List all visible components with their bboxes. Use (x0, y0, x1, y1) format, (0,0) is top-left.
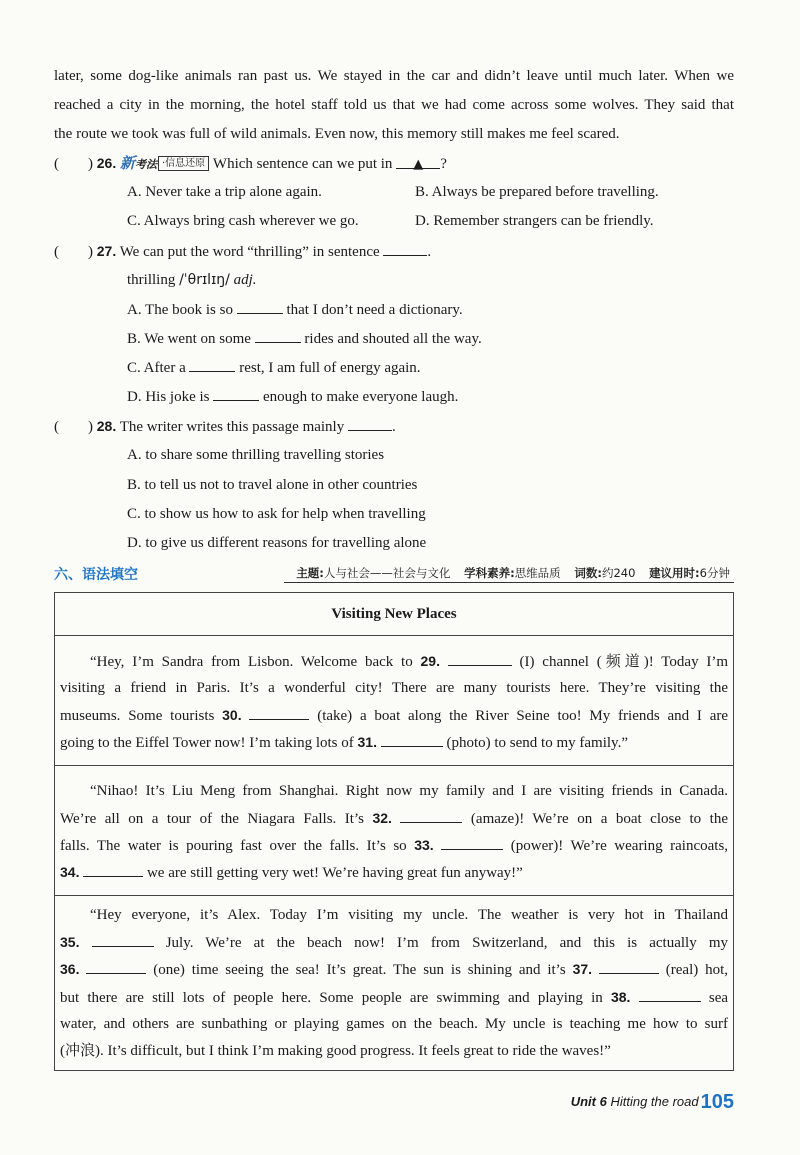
option-blank (237, 299, 283, 314)
section-title: 六、语法填空 (54, 567, 138, 583)
passage-line-3: the route we took was full of wild animals. Even now, this memory still makes me feel scared. (54, 126, 620, 142)
question-stem: Which sentence can we put in (212, 156, 393, 172)
p1-line-2: visiting a friend in Paris. It’s a wonderful city! There are many tourists here. They’re visiting the (60, 680, 728, 696)
p3-line-6: (冲浪). It’s difficult, but I think I’m making good progress. It feels great to ride the waves!” (60, 1043, 611, 1059)
p2-line-1: “Nihao! It’s Liu Meng from Shanghai. Right now my family and I are visiting friends in Canada. (90, 783, 728, 799)
option-26-a: A. Never take a trip alone again. (127, 184, 322, 200)
p1-line-4: going to the Eiffel Tower now! I’m taking lots of 31. (photo) to send to my family.” (60, 734, 628, 751)
option-28-c: C. to show us how to ask for help when travelling (127, 506, 426, 522)
blank-36[interactable] (86, 959, 146, 974)
question-26 (54, 153, 447, 175)
blank-32[interactable] (400, 808, 462, 823)
option-26-c: C. Always bring cash wherever we go. (127, 213, 359, 229)
footer-title: Hitting the road (610, 1094, 699, 1109)
grammar-fill-box (54, 592, 734, 1071)
question-28 (54, 416, 396, 437)
blank-29[interactable] (448, 651, 512, 666)
answer-paren-open: ( (54, 156, 59, 172)
blank-37[interactable] (599, 959, 659, 974)
option-26-b: B. Always be prepared before travelling. (415, 184, 659, 200)
p3-line-1: “Hey everyone, it’s Alex. Today I’m visiting my uncle. The weather is very hot in Thailand (90, 907, 728, 923)
box-title: Visiting New Places (55, 593, 733, 636)
p2-line-3: falls. The water is pouring fast over the falls. It’s so 33. (power)! We’re wearing raincoats, (60, 837, 729, 854)
question-27 (54, 241, 431, 262)
vocab-word: thrilling (127, 272, 176, 288)
period: . (427, 244, 432, 260)
section-header (54, 562, 734, 584)
blank-33[interactable] (441, 835, 503, 850)
p2-line-2: We’re all on a tour of the Niagara Falls. It’s 32. (amaze)! We’re on a boat close to the (60, 810, 728, 827)
p1-line-1: “Hey, I’m Sandra from Lisbon. Welcome back to 29. (I) channel (频道)! Today I’m (90, 653, 729, 670)
option-27-c: C. After a rest, I am full of energy again. (127, 357, 421, 378)
period: . (391, 419, 396, 435)
question-stem: We can put the word “thrilling” in sentence (119, 244, 380, 260)
option-27-d: D. His joke is enough to make everyone laugh. (127, 386, 458, 407)
answer-blank[interactable] (383, 241, 427, 256)
kaofa-badge: 考法 (134, 158, 157, 171)
vocab-note (127, 270, 257, 290)
question-number: 27. (96, 243, 117, 259)
answer-paren-close: ) (88, 156, 93, 172)
answer-paren-close: ) (88, 419, 93, 435)
question-stem: The writer writes this passage mainly (119, 419, 345, 435)
p3-line-3: 36. (one) time seeing the sea! It’s great. The sun is shining and it’s 37. (real) hot, (60, 961, 729, 978)
option-28-b: B. to tell us not to travel alone in other countries (127, 477, 418, 493)
section-meta: 主题:人与社会——社会与文化 学科素养:思维品质 词数:约240 建议用时:6分钟 (296, 566, 730, 580)
option-27-a: A. The book is so that I don’t need a dictionary. (127, 299, 463, 320)
vocab-ipa: /ˈθrɪlɪŋ/ (179, 272, 230, 288)
p1-line-3: museums. Some tourists 30. (take) a boat along the River Seine too! My friends and I are (60, 707, 729, 724)
page-number: 105 (700, 1091, 734, 1113)
p3-line-5: water, and others are sunbathing or playing games on the beach. My uncle is teaching me how to surf (60, 1016, 728, 1032)
vocab-pos: adj. (233, 272, 257, 288)
triangle-icon: ▲ (413, 157, 424, 172)
paragraph-separator (55, 765, 733, 766)
option-blank (189, 357, 235, 372)
blank-31[interactable] (381, 732, 443, 747)
p2-line-4: 34. we are still getting very wet! We’re having great fun anyway!” (60, 864, 523, 881)
answer-paren-close: ) (88, 244, 93, 260)
question-mark: ? (440, 156, 447, 172)
option-28-a: A. to share some thrilling travelling stories (127, 447, 385, 463)
answer-paren-open: ( (54, 419, 59, 435)
footer-unit: Unit 6 (570, 1094, 607, 1109)
option-26-d: D. Remember strangers can be friendly. (415, 213, 654, 229)
question-number: 26. (96, 155, 117, 171)
meta-underline (284, 582, 734, 583)
passage-line-2: reached a city in the morning, the hotel staff told us that we had come across some wolves. They said that (54, 97, 734, 113)
option-blank (213, 386, 259, 401)
new-badge: 新 (119, 154, 135, 172)
answer-blank[interactable] (348, 416, 392, 431)
blank-38[interactable] (639, 987, 701, 1002)
blank-34[interactable] (83, 862, 143, 877)
option-28-d: D. to give us different reasons for travelling alone (127, 535, 427, 551)
paragraph-separator (55, 895, 733, 896)
info-restore-badge: ·信息还原 (158, 156, 209, 171)
blank-30[interactable] (249, 705, 309, 720)
p3-line-2: 35. July. We’re at the beach now! I’m from Switzerland, and this is actually my (60, 934, 728, 951)
answer-blank[interactable] (396, 154, 440, 172)
blank-35[interactable] (92, 932, 154, 947)
page-footer (571, 1091, 734, 1114)
option-blank (255, 328, 301, 343)
passage-line-1: later, some dog-like animals ran past us. We stayed in the car and didn’t leave until much later. When we (54, 68, 734, 84)
answer-paren-open: ( (54, 244, 59, 260)
p3-line-4: but there are still lots of people here. Some people are swimming and playing in 38. sea (60, 989, 729, 1006)
option-27-b: B. We went on some rides and shouted all the way. (127, 328, 482, 349)
question-number: 28. (96, 418, 117, 434)
